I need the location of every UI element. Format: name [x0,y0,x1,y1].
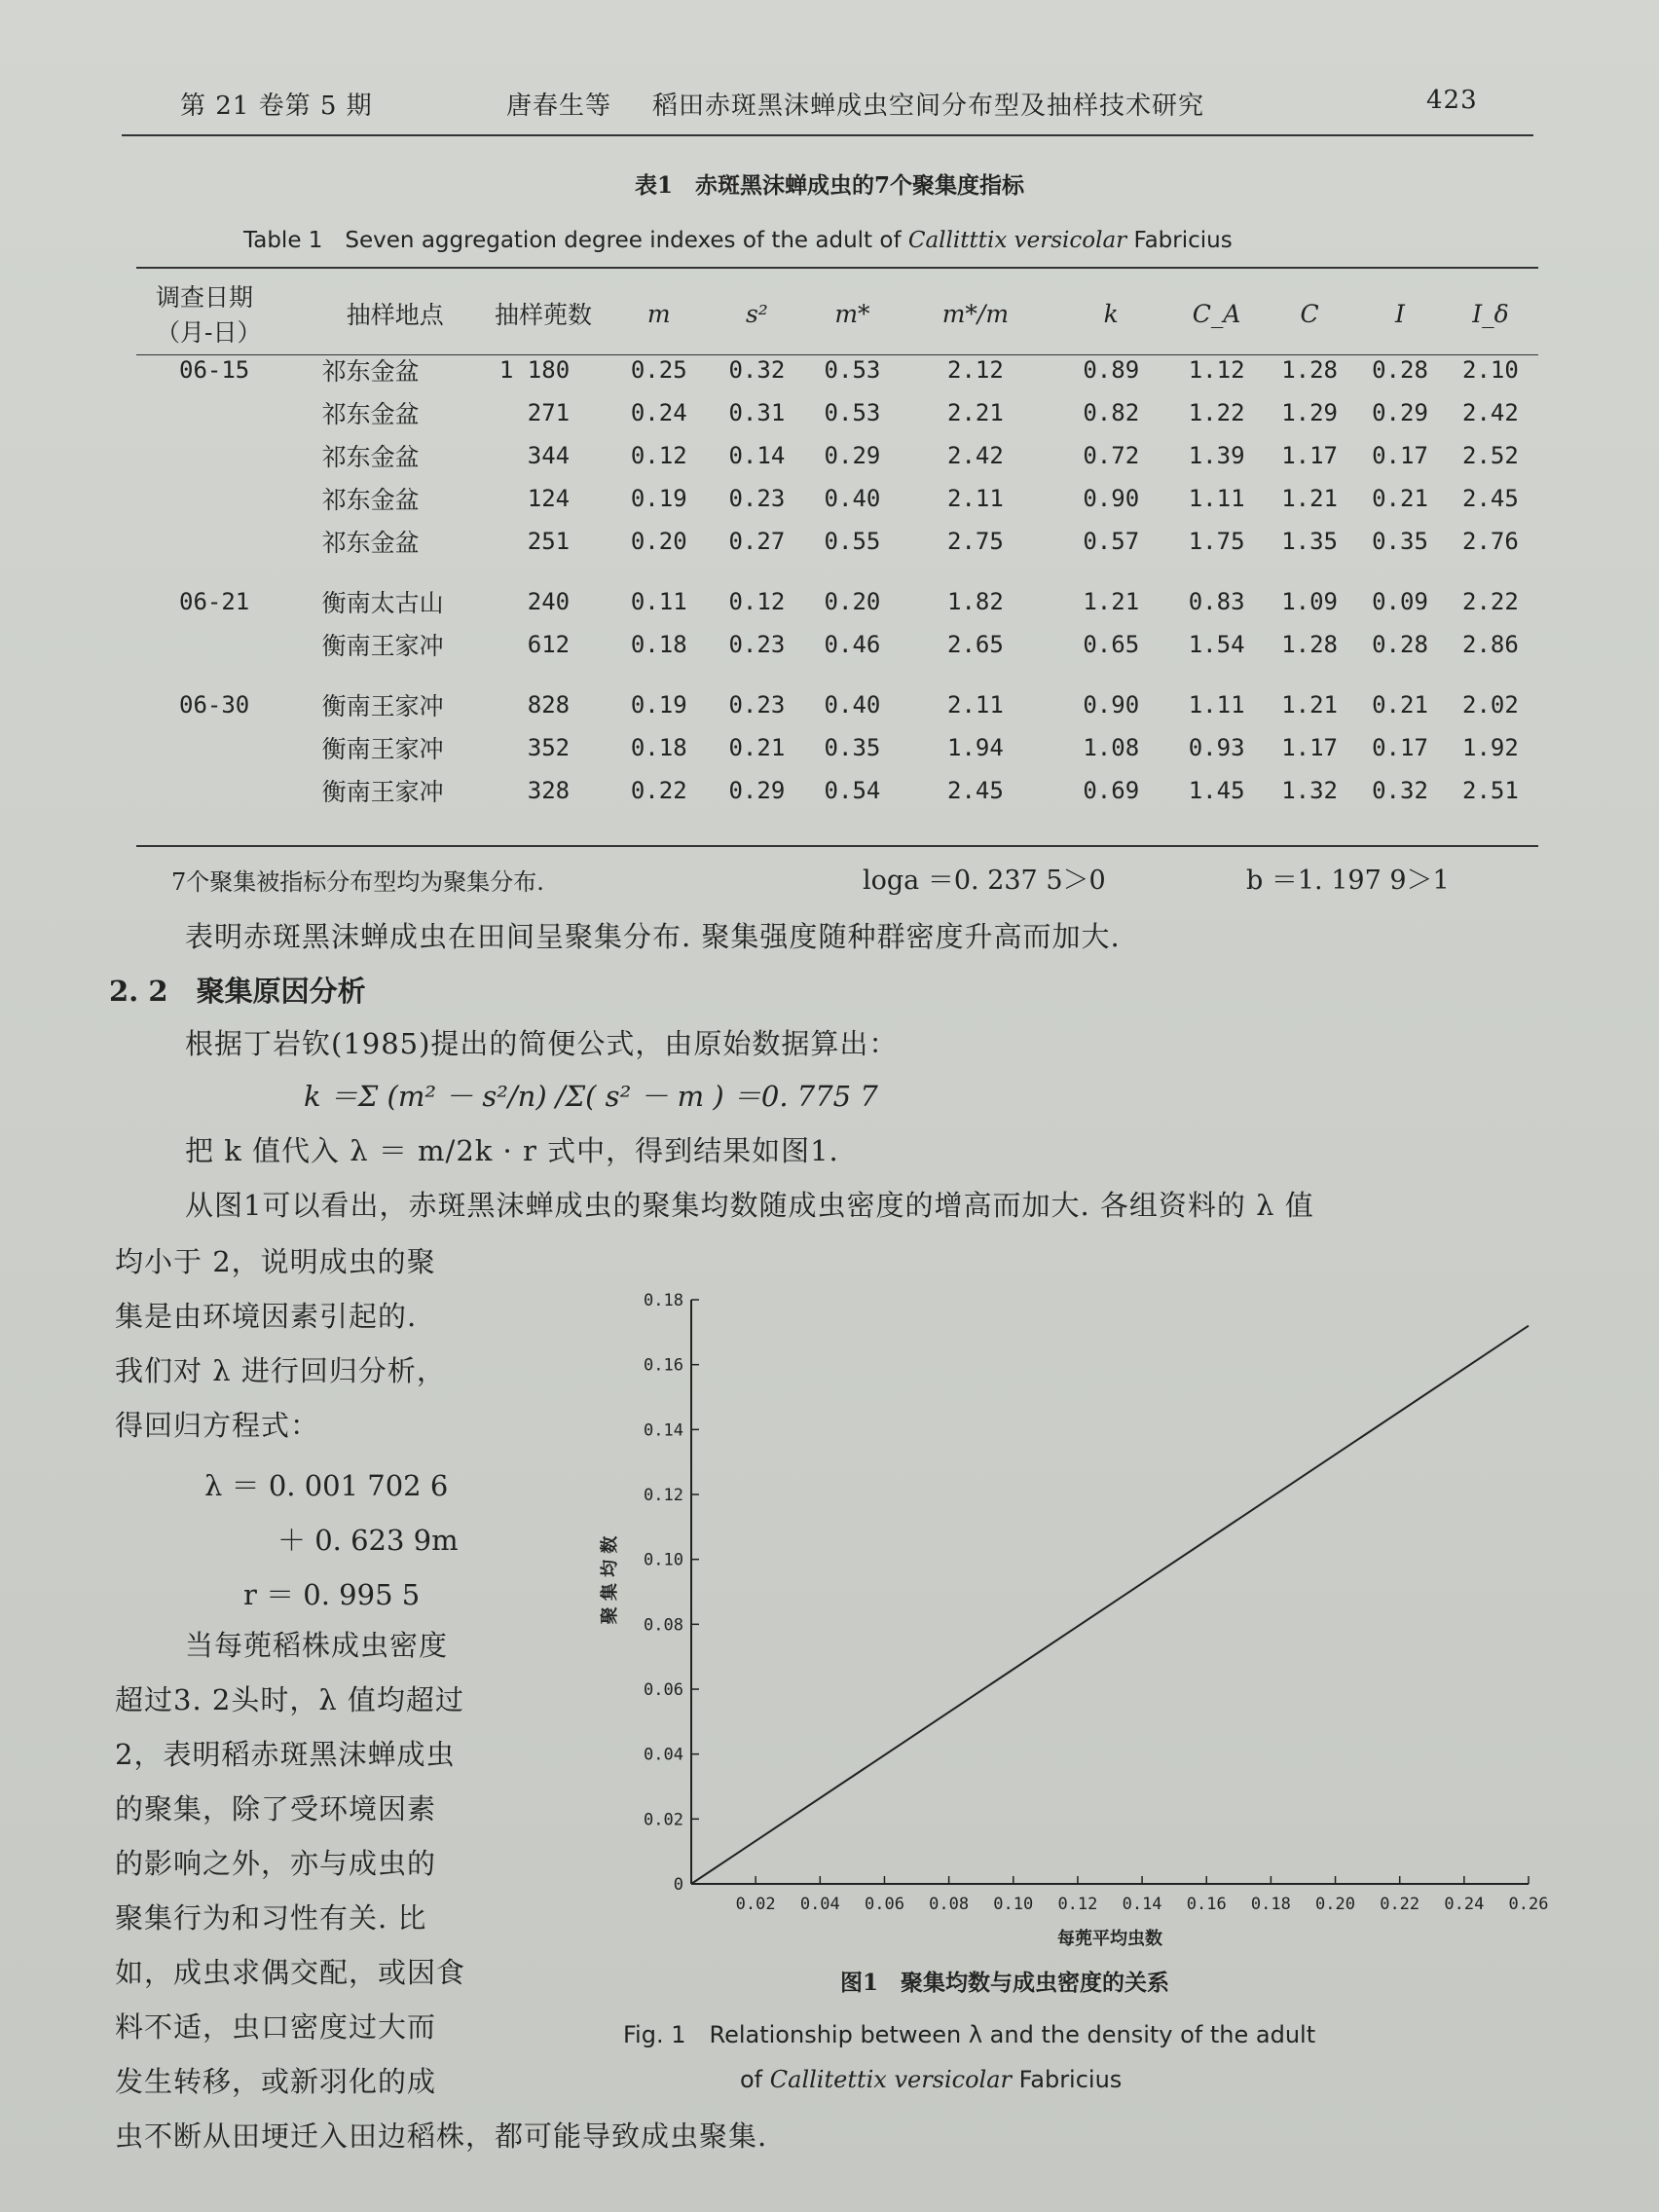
cell-site: 祁东金盆 [321,443,420,471]
col-s2: s² [745,299,768,328]
y-tick-label: 0.10 [644,1550,683,1570]
left-column-line: 如，成虫求偶交配，或因食 [115,1956,466,1989]
cell-s2: 0.27 [728,528,786,555]
cell-ratio: 1.82 [947,588,1004,615]
cell-m: 0.22 [630,777,687,804]
cell-ca: 1.12 [1188,356,1245,384]
header-title: 稻田赤斑黑沫蝉成虫空间分布型及抽样技术研究 [652,92,1205,121]
cell-ca: 1.75 [1188,528,1245,555]
cell-ca: 1.39 [1188,442,1245,469]
table-row [136,563,1538,623]
col-date: 调查日期 （月-日） [156,283,262,347]
cell-site: 衡南王家冲 [321,735,444,763]
cell-date [136,391,313,434]
left-column-line: 的影响之外，亦与成虫的 [115,1847,437,1880]
cell-m: 0.20 [630,528,687,555]
left-column-line: 超过3. 2头时，λ 值均超过 [115,1683,464,1716]
cell-c: 1.09 [1281,588,1338,615]
x-tick-label: 0.22 [1380,1895,1420,1914]
col-i: I [1395,299,1405,328]
cell-m: 0.11 [630,588,687,615]
cell-i: 0.17 [1372,734,1428,761]
x-tick-label: 0.06 [864,1895,904,1914]
table-row [136,666,1538,726]
x-tick-label: 0.18 [1250,1895,1291,1914]
cell-id: 2.86 [1462,631,1519,658]
cell-mstar: 0.40 [824,485,881,512]
cell-id: 2.45 [1462,485,1519,512]
cell-mstar: 0.20 [824,588,881,615]
cell-c: 1.29 [1281,399,1338,426]
cell-date: 06-21 [179,588,250,615]
cell-count: 328 [527,777,571,804]
x-tick-label: 0.08 [929,1895,970,1914]
col-mstar: m* [834,299,870,328]
regression-line [691,1326,1529,1884]
cell-m: 0.18 [630,734,687,761]
col-mstar-m: m*/m [941,299,1010,328]
cell-m: 0.24 [630,399,687,426]
cell-k: 1.21 [1083,588,1140,615]
x-tick-label: 0.14 [1122,1895,1162,1914]
cell-date: 06-30 [179,691,250,719]
journal-issue: 第 21 卷第 5 期 [180,92,373,121]
cell-ratio: 2.12 [947,356,1004,384]
page-number: 423 [1426,86,1478,115]
paragraph-1: 表明赤斑黑沫蝉成虫在田间呈聚集分布. 聚集强度随种群密度升高而加大. [185,920,1121,953]
cell-i: 0.28 [1372,631,1428,658]
y-tick-label: 0 [673,1875,683,1895]
cell-m: 0.25 [630,356,687,384]
regression-eq-3: r ＝ 0. 995 5 [243,1578,421,1611]
cell-site: 衡南王家冲 [321,692,444,720]
cell-ratio: 2.65 [947,631,1004,658]
cell-date [136,520,313,563]
col-k: k [1103,299,1119,328]
left-column-line: 聚集行为和习性有关. 比 [115,1901,427,1935]
regression-eq-2: ＋ 0. 623 9m [277,1524,459,1557]
cell-ratio: 2.75 [947,528,1004,555]
table-header-row [136,278,1538,349]
cell-ratio: 2.45 [947,777,1004,804]
y-tick-label: 0.02 [644,1810,683,1830]
cell-m: 0.12 [630,442,687,469]
x-tick-label: 0.20 [1315,1895,1356,1914]
paragraph-3: 把 k 值代入 λ ＝ m/2k · r 式中，得到结果如图1. [185,1134,839,1167]
lambda-density-chart [584,1271,1597,1972]
cell-c: 1.35 [1281,528,1338,555]
col-site: 抽样地点 [346,301,444,329]
header-rule [122,134,1533,136]
cell-count: 124 [527,485,571,512]
left-column-line: 的聚集，除了受环境因素 [115,1792,437,1825]
cell-date [136,477,313,520]
figure-caption-cn: 图1 聚集均数与成虫密度的关系 [839,1970,1169,1996]
cell-ca: 0.83 [1188,588,1245,615]
cell-k: 0.82 [1083,399,1140,426]
cell-k: 0.89 [1083,356,1140,384]
cell-ratio: 2.42 [947,442,1004,469]
cell-count: 1 180 [498,356,571,384]
cell-count: 251 [527,528,571,555]
left-column-line: 集是由环境因素引起的. [115,1300,418,1333]
table-bottom-rule [136,845,1538,847]
table-row [136,349,1538,391]
cell-c: 1.17 [1281,734,1338,761]
x-tick-label: 0.16 [1186,1895,1227,1914]
y-tick-label: 0.16 [644,1355,683,1376]
table-row [136,520,1538,563]
table-row [136,726,1538,769]
cell-s2: 0.31 [728,399,786,426]
cell-id: 1.92 [1462,734,1519,761]
left-column-line: 2，表明稻赤斑黑沫蝉成虫 [115,1738,456,1771]
cell-ca: 0.93 [1188,734,1245,761]
cell-id: 2.02 [1462,691,1519,719]
table-row [136,477,1538,520]
cell-i: 0.21 [1372,485,1428,512]
cell-c: 1.17 [1281,442,1338,469]
cell-ca: 1.45 [1188,777,1245,804]
left-column-line: 均小于 2，说明成虫的聚 [115,1245,436,1278]
cell-date [136,623,313,666]
cell-count: 612 [527,631,571,658]
cell-k: 0.57 [1083,528,1140,555]
col-id: I_δ [1472,299,1509,328]
cell-k: 0.90 [1083,691,1140,719]
cell-k: 0.90 [1083,485,1140,512]
cell-s2: 0.14 [728,442,786,469]
x-tick-label: 0.10 [993,1895,1034,1914]
cell-mstar: 0.55 [824,528,881,555]
paragraph-4: 从图1可以看出，赤斑黑沫蝉成虫的聚集均数随成虫密度的增高而加大. 各组资料的 λ 值 [185,1189,1314,1222]
table-caption-cn: 表1 赤斑黑沫蝉成虫的7个聚集度指标 [634,172,1024,199]
y-tick-label: 0.12 [644,1486,683,1505]
cell-count: 240 [527,588,571,615]
x-axis-label: 每蔸平均虫数 [1057,1929,1162,1949]
cell-ratio: 2.21 [947,399,1004,426]
cell-k: 1.08 [1083,734,1140,761]
cell-site: 衡南王家冲 [321,778,444,806]
cell-ca: 1.11 [1188,485,1245,512]
y-tick-label: 0.04 [644,1745,683,1765]
cell-i: 0.28 [1372,356,1428,384]
paragraph-2: 根据丁岩钦(1985)提出的简便公式，由原始数据算出： [185,1027,899,1060]
x-tick-label: 0.24 [1444,1895,1485,1914]
y-tick-label: 0.18 [644,1291,683,1310]
x-tick-label: 0.02 [735,1895,776,1914]
cell-ratio: 1.94 [947,734,1004,761]
formula-k: k ＝Σ (m² － s²/n) /Σ( s² － m ) ＝0. 775 7 [304,1080,878,1113]
cell-c: 1.21 [1281,691,1338,719]
cell-s2: 0.21 [728,734,786,761]
cell-i: 0.35 [1372,528,1428,555]
cell-site: 祁东金盆 [321,400,420,428]
cell-i: 0.21 [1372,691,1428,719]
cell-k: 0.65 [1083,631,1140,658]
loga-value: loga ＝0. 237 5＞0 [863,866,1106,896]
col-c: C [1300,299,1319,328]
table-row [136,391,1538,434]
cell-mstar: 0.46 [824,631,881,658]
left-column-line: 发生转移，或新羽化的成 [115,2065,437,2098]
cell-id: 2.52 [1462,442,1519,469]
cell-s2: 0.32 [728,356,786,384]
cell-ratio: 2.11 [947,485,1004,512]
left-column-line: 料不适，虫口密度过大而 [115,2010,437,2044]
cell-i: 0.17 [1372,442,1428,469]
cell-id: 2.42 [1462,399,1519,426]
y-axis-label: 聚 集 均 数 [600,1535,620,1625]
y-tick-label: 0.08 [644,1615,683,1636]
left-column-line: 当每蔸稻株成虫密度 [185,1629,449,1662]
table-row [136,434,1538,477]
col-count: 抽样蔸数 [495,301,593,329]
cell-site: 衡南王家冲 [321,632,444,660]
header-authors: 唐春生等 [506,92,612,121]
cell-s2: 0.23 [728,691,786,719]
cell-c: 1.28 [1281,631,1338,658]
cell-m: 0.19 [630,691,687,719]
cell-site: 祁东金盆 [321,486,420,514]
cell-i: 0.32 [1372,777,1428,804]
cell-id: 2.10 [1462,356,1519,384]
cell-date: 06-15 [179,356,250,384]
x-tick-label: 0.12 [1057,1895,1098,1914]
cell-m: 0.19 [630,485,687,512]
x-tick-label: 0.26 [1508,1895,1549,1914]
cell-count: 271 [527,399,571,426]
cell-s2: 0.23 [728,631,786,658]
cell-i: 0.09 [1372,588,1428,615]
cell-mstar: 0.40 [824,691,881,719]
figure-caption-en-2: of Callitettix versicolar Fabricius [740,2066,1123,2093]
figure-caption-en-1: Fig. 1 Relationship between λ and the density of the adult [623,2021,1316,2048]
cell-k: 0.72 [1083,442,1140,469]
cell-site: 祁东金盆 [321,357,420,386]
cell-site: 祁东金盆 [321,529,420,557]
table-caption-en: Table 1 Seven aggregation degree indexes of the adult of Callitttix versicolar Fabricius [243,228,1233,253]
cell-mstar: 0.53 [824,399,881,426]
cell-s2: 0.29 [728,777,786,804]
cell-s2: 0.12 [728,588,786,615]
figure-1 [584,1271,1597,1972]
table-footnote: 7个聚集被指标分布型均为聚集分布. [171,868,544,896]
cell-ca: 1.22 [1188,399,1245,426]
cell-mstar: 0.53 [824,356,881,384]
y-tick-label: 0.14 [644,1420,683,1441]
cell-s2: 0.23 [728,485,786,512]
left-column-line: 得回归方程式： [115,1409,320,1442]
x-tick-label: 0.04 [799,1895,840,1914]
cell-date [136,434,313,477]
cell-k: 0.69 [1083,777,1140,804]
cell-count: 828 [527,691,571,719]
cell-c: 1.28 [1281,356,1338,384]
y-tick-label: 0.06 [644,1680,683,1700]
left-column-line: 我们对 λ 进行回归分析， [115,1354,446,1387]
section-heading: 2. 2 聚集原因分析 [109,975,366,1008]
regression-eq-1: λ ＝ 0. 001 702 6 [204,1469,449,1502]
cell-date [136,726,313,769]
cell-ratio: 2.11 [947,691,1004,719]
table-top-rule [136,267,1538,269]
cell-ca: 1.11 [1188,691,1245,719]
cell-c: 1.21 [1281,485,1338,512]
cell-i: 0.29 [1372,399,1428,426]
cell-id: 2.51 [1462,777,1519,804]
paragraph-last: 虫不断从田埂迁入田边稻株，都可能导致成虫聚集. [115,2120,768,2153]
cell-count: 344 [527,442,571,469]
cell-date [136,769,313,812]
col-ca: C_A [1192,299,1241,328]
cell-mstar: 0.35 [824,734,881,761]
col-m: m [646,299,671,328]
table-row [136,623,1538,666]
cell-c: 1.32 [1281,777,1338,804]
cell-mstar: 0.29 [824,442,881,469]
cell-id: 2.22 [1462,588,1519,615]
b-value: b ＝1. 197 9＞1 [1246,866,1450,896]
cell-count: 352 [527,734,571,761]
cell-mstar: 0.54 [824,777,881,804]
cell-m: 0.18 [630,631,687,658]
aggregation-index-table [136,278,1538,812]
cell-ca: 1.54 [1188,631,1245,658]
table-row [136,769,1538,812]
cell-id: 2.76 [1462,528,1519,555]
cell-site: 衡南太古山 [321,589,444,617]
